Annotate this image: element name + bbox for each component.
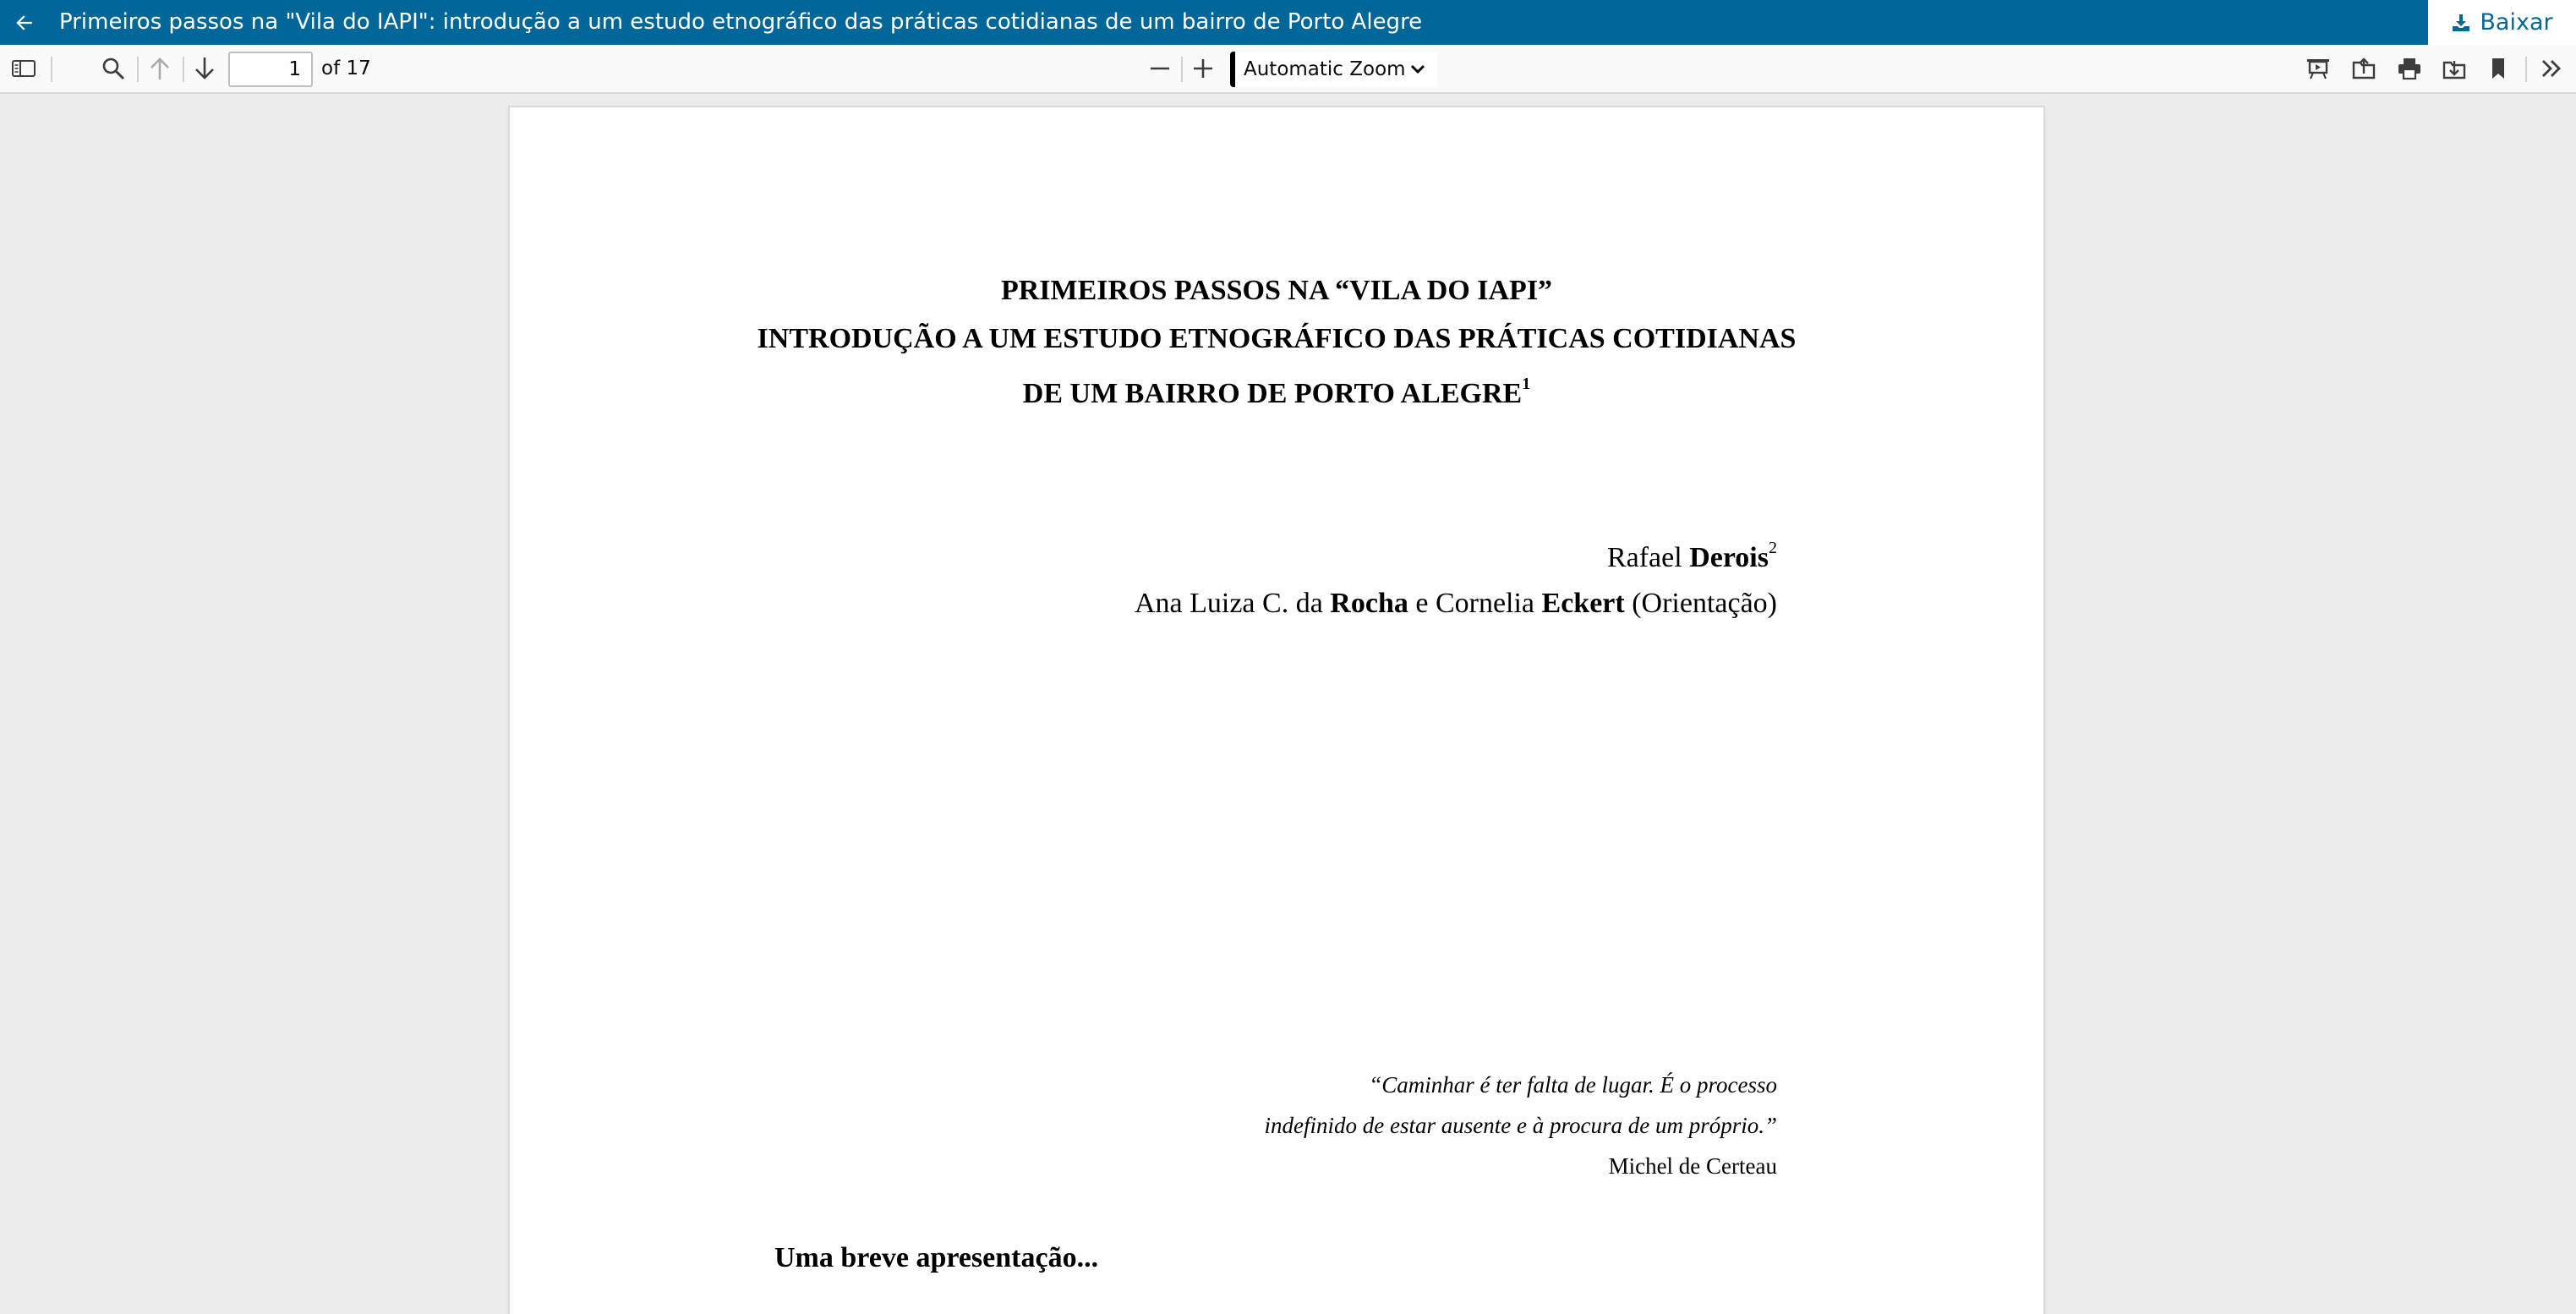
document-title-line-2: INTRODUÇÃO A UM ESTUDO ETNOGRÁFICO DAS PRÁTICAS COTIDIANAS — [757, 323, 1797, 354]
print-button[interactable] — [2387, 45, 2431, 92]
tools-menu-button[interactable] — [2530, 45, 2573, 92]
find-button[interactable] — [91, 45, 135, 92]
download-toolbar-button[interactable] — [2432, 45, 2476, 92]
arrow-up-icon — [148, 56, 172, 81]
arrow-left-icon — [13, 12, 35, 34]
footnote-marker: 2 — [1769, 539, 1777, 557]
double-chevron-right-icon — [2540, 57, 2563, 79]
download-icon — [2442, 57, 2467, 80]
sidebar-toggle-button[interactable] — [2, 45, 46, 92]
page-count: of 17 — [321, 57, 371, 79]
open-file-button[interactable] — [2342, 45, 2386, 92]
chevron-down-icon — [1408, 59, 1427, 78]
plus-icon — [1192, 57, 1214, 79]
presentation-icon — [2305, 57, 2331, 80]
toolbar-separator — [51, 57, 52, 82]
download-label: Baixar — [2480, 9, 2553, 36]
bookmark-icon — [2488, 57, 2508, 80]
back-button[interactable] — [0, 0, 47, 45]
pdf-page — [510, 107, 2043, 1314]
previous-page-button[interactable] — [138, 45, 182, 92]
pdf-toolbar — [0, 45, 2576, 94]
epigraph-line-2: indefinido de estar ausente e à procura de um próprio.” — [1264, 1113, 1777, 1138]
download-icon — [2451, 13, 2471, 33]
presentation-mode-button[interactable] — [2296, 45, 2340, 92]
epigraph-author: Michel de Certeau — [1608, 1153, 1777, 1179]
section-heading: Uma breve apresentação... — [774, 1242, 1099, 1273]
zoom-out-button[interactable] — [1138, 45, 1182, 92]
bookmark-button[interactable] — [2476, 45, 2520, 92]
viewer-header — [0, 0, 2576, 45]
footnote-marker: 1 — [1522, 375, 1531, 393]
arrow-down-icon — [193, 56, 216, 81]
toolbar-separator — [2525, 57, 2527, 82]
author-line-1: Rafael Derois$^2$ — [1606, 539, 1777, 573]
search-icon — [101, 56, 126, 81]
minus-icon — [1149, 57, 1171, 79]
open-file-icon — [2351, 57, 2376, 80]
zoom-select-value: Automatic Zoom — [1244, 58, 1406, 80]
author-line-2: Ana Luiza C. da Rocha e Cornelia Eckert (Orientação) — [1134, 588, 1777, 619]
zoom-select[interactable] — [1230, 52, 1437, 87]
epigraph-line-1: “Caminhar é ter falta de lugar. É o processo — [1369, 1072, 1777, 1098]
download-button[interactable] — [2428, 0, 2576, 45]
document-title: Primeiros passos na "Vila do IAPI": introdução a um estudo etnográfico das práticas cotidianas de um bairro de Porto Alegre — [59, 9, 1423, 35]
document-title-line-3: DE UM BAIRRO DE PORTO ALEGRE$^1$ — [1022, 375, 1531, 409]
next-page-button[interactable] — [183, 45, 227, 92]
sidebar-toggle-icon — [11, 58, 36, 79]
document-viewer[interactable] — [0, 94, 2576, 1314]
document-title-line-1: PRIMEIROS PASSOS NA “VILA DO IAPI” — [1000, 275, 1553, 306]
page-number-input[interactable] — [228, 52, 313, 87]
print-icon — [2397, 57, 2422, 80]
zoom-in-button[interactable] — [1181, 45, 1225, 92]
